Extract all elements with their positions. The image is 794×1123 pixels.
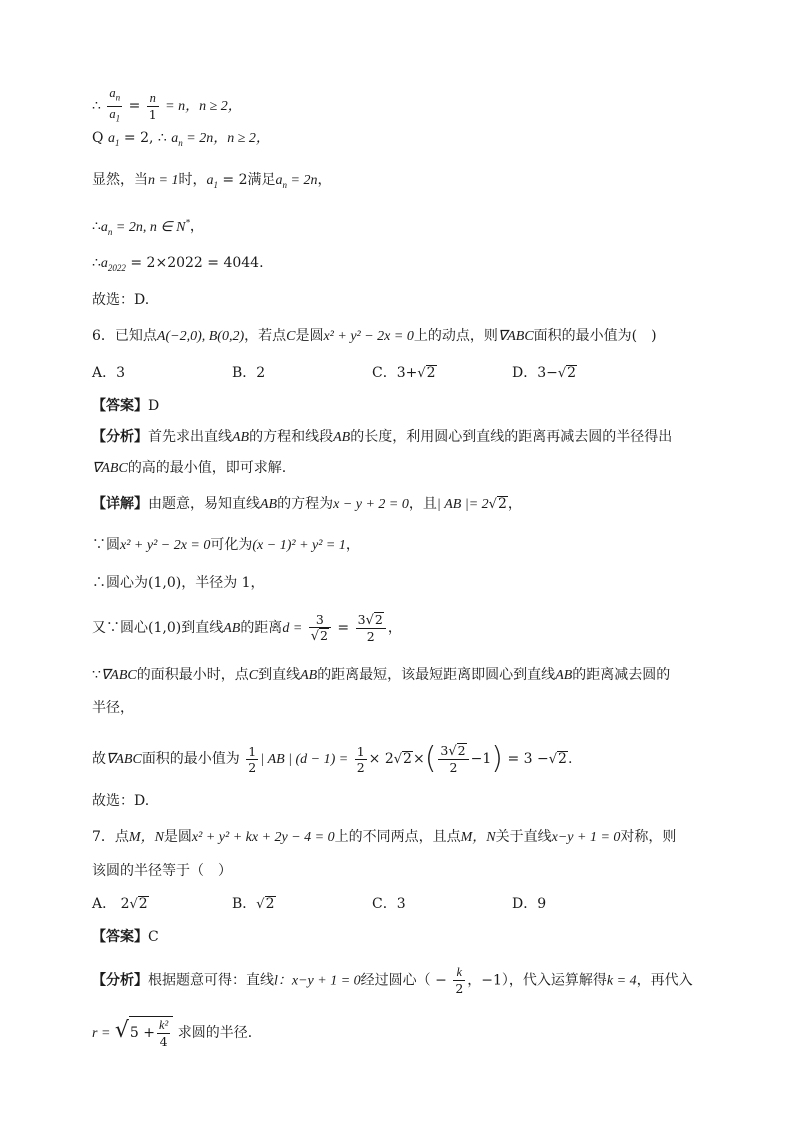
option-b[interactable]: B．2	[232, 365, 266, 381]
derivation-line-1: ∴ $\frac{a_n}{a_1}$ = $\frac{n}{1}$ = n，n ≥ 2，	[92, 86, 242, 126]
derivation-line-4: $\therefore a_n = 2n$, n ∈ N*，	[92, 217, 204, 237]
question-6-detail-6: 半径，	[92, 700, 134, 716]
question-6-answer: 【答案】D	[92, 398, 160, 414]
question-6-end: 故选：D.	[92, 793, 150, 809]
therefore-symbol: ∴	[92, 98, 101, 114]
question-6-options	[92, 363, 652, 384]
question-7-options	[92, 894, 652, 915]
option-d[interactable]: D．3−√2	[512, 365, 577, 381]
fraction-3-over-root2: $\frac{3}{√2}$	[309, 612, 331, 644]
question-6-detail-1: 【详解】由题意，易知直线AB的方程为x − y + 2 = 0，且| AB |= 2√2，	[92, 496, 522, 512]
fraction-3root2-over-2: $\frac{3√2}{2}$	[356, 612, 386, 644]
question-7-analysis-2: r = √5 + $\frac{\text{k²}}{4}$ 求圆的半径．	[92, 1017, 262, 1049]
question-7-answer: 【答案】C	[92, 929, 159, 945]
option-a[interactable]: A． 2√2	[92, 896, 148, 912]
derivation-line-3: 显然，当n = 1时，$a_1 = 2$满足$a_n = 2n$，	[92, 172, 332, 190]
choose-line: 故选：D.	[92, 292, 150, 308]
option-a[interactable]: A．3	[92, 365, 126, 381]
fraction-an-a1: $\frac{a_n}{a_1}$	[109, 86, 121, 123]
question-6-detail-2: ∵圆x² + y² − 2x = 0可化为(x − 1)² + y² = 1，	[92, 537, 360, 553]
question-6-stem: 6．已知点A(−2,0), B(0,2)，若点C是圆x² + y² − 2x = 0上的动点，则∇ABC面积的最小值为( )	[92, 328, 657, 344]
derivation-line-2: Q $a_1 = 2$, ∴ $a_n = 2n$，n ≥ 2，	[92, 130, 270, 148]
question-7-analysis-1: 【分析】根据题意可得：直线l：x−y + 1 = 0经过圆心（ − $\frac{k}{2}$ ，−1），代入运算解得k = 4，再代入	[92, 965, 693, 996]
question-6-detail-7: 故∇ABC面积的最小值为 $\frac{1}{2}$ | AB | (d − 1) = $\frac{1}{2}$ × 2√2×( $\frac{3√2}{2}$ −1) = 3 −√2.	[92, 741, 573, 776]
question-6-analysis-2: ∇ABC的高的最小值，即可求解.	[92, 460, 287, 476]
derivation-line-5: $\therefore a_{2022} = 2\times 2022 = 4044$.	[92, 255, 264, 273]
option-d[interactable]: D．9	[512, 896, 547, 912]
option-c[interactable]: C．3+√2	[372, 365, 436, 381]
fraction-half-2: $\frac{1}{2}$	[356, 743, 365, 775]
fraction-k-over-2: $\frac{k}{2}$	[455, 965, 464, 996]
fraction-k2-over-4: $\frac{\text{k²}}{4}$	[158, 1017, 169, 1049]
question-6-detail-3: ∴圆心为(1,0)，半径为 1，	[92, 575, 265, 591]
fraction-half: $\frac{1}{2}$	[248, 743, 257, 775]
question-7-stem-2: 该圆的半径等于（ ）	[92, 863, 232, 879]
option-c[interactable]: C．3	[372, 896, 406, 912]
question-6-analysis-1: 【分析】首先求出直线AB的方程和线段AB的长度，利用圆心到直线的距离再减去圆的半径得出	[92, 429, 673, 445]
question-7-stem-1: 7．点M，N是圆x² + y² + kx + 2y − 4 = 0上的不同两点，且点M，N关于直线x−y + 1 = 0对称，则	[92, 829, 677, 845]
question-6-detail-4: 又∵圆心(1,0)到直线AB的距离d = $\frac{3}{√2}$ = $\frac{3√2}{2}$ ，	[92, 612, 402, 644]
option-b[interactable]: B．√2	[232, 896, 275, 912]
fraction-3root2-over-2-b: $\frac{3√2}{2}$	[438, 743, 468, 775]
question-6-detail-5: ∵∇ABC的面积最小时，点C到直线AB的距离最短，该最短距离即圆心到直线AB的距离减去圆的	[92, 667, 671, 683]
fraction-n-1: $\frac{n}{1}$	[148, 90, 157, 122]
